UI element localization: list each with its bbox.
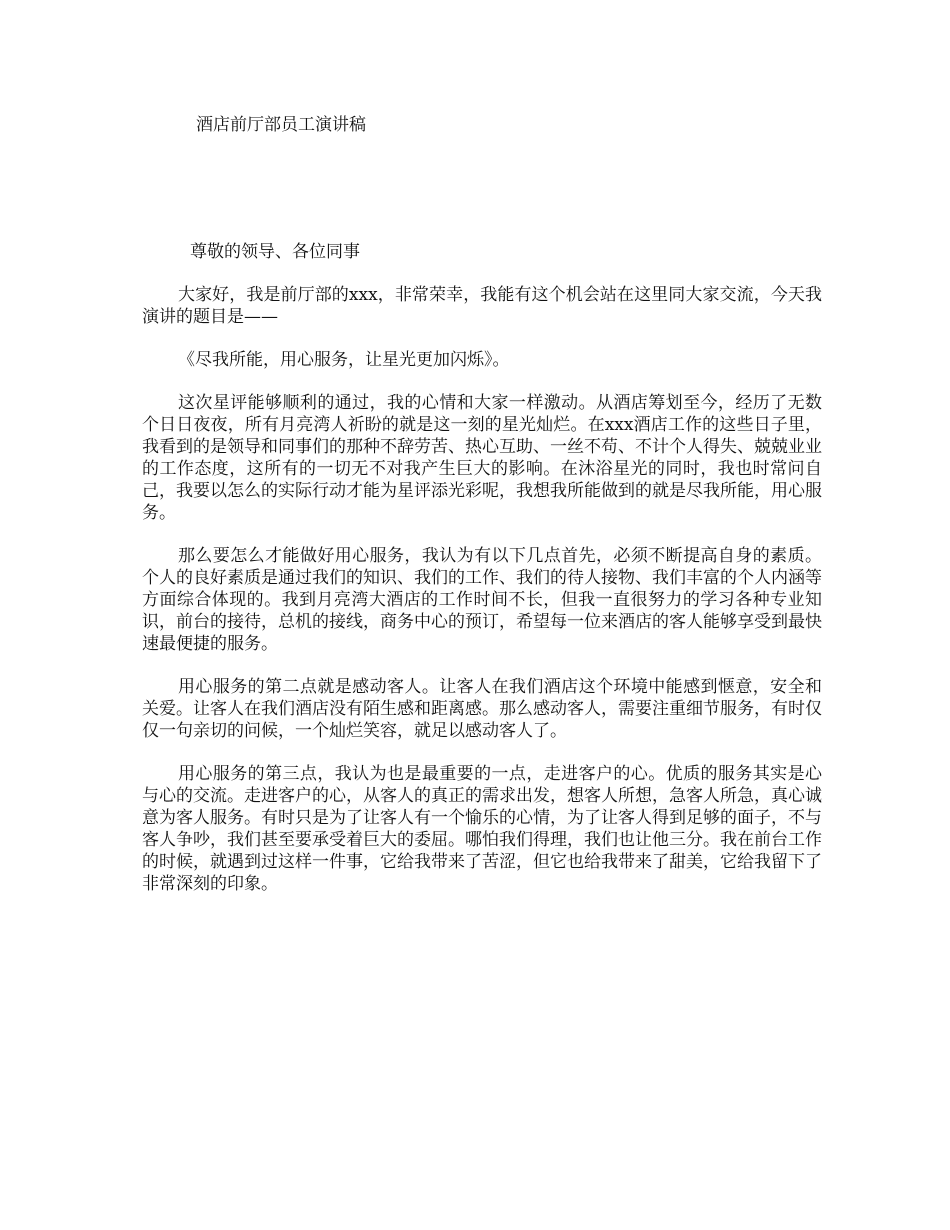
paragraph-point-one: 那么要怎么才能做好用心服务，我认为有以下几点首先，必须不断提高自身的素质。个人的良好素质是通过我们的知识、我们的工作、我们的待人接物、我们丰富的个人内涵等方面综合体现的。我到月亮湾大酒店的工作时间不长，但我一直很努力的学习各种专业知识，前台的接待，总机的接线，商务中心的预订，希望每一位来酒店的客人能够享受到最快速最便捷的服务。 <box>142 546 822 654</box>
paragraph-speech-title: 《尽我所能，用心服务，让星光更加闪烁》。 <box>178 350 510 370</box>
paragraph-point-three: 用心服务的第三点，我认为也是最重要的一点，走进客户的心。优质的服务其实是心与心的交流。走进客户的心，从客人的真正的需求出发，想客人所想，急客人所急，真心诚意为客人服务。有时只是为了让客人有一个愉乐的心情，为了让客人得到足够的面子，不与客人争吵，我们甚至要承受着巨大的委屈。哪怕我们得理，我们也让他三分。我在前台工作的时候，就遇到过这样一件事，它给我带来了苦涩，但它也给我带来了甜美，它给我留下了非常深刻的印象。 <box>142 764 822 894</box>
paragraph-intro: 大家好，我是前厅部的xxx，非常荣幸，我能有这个机会站在这里同大家交流，今天我演讲的题目是—— <box>142 285 822 327</box>
paragraph-star-rating: 这次星评能够顺利的通过，我的心情和大家一样激动。从酒店筹划至今，经历了无数个日日夜夜，所有月亮湾人祈盼的就是这一刻的星光灿烂。在xxx酒店工作的这些日子里，我看到的是领导和同事们的那种不辞劳苦、热心互助、一丝不苟、不计个人得失、兢兢业业的工作态度，这所有的一切无不对我产生巨大的影响。在沐浴星光的同时，我也时常问自己，我要以怎么的实际行动才能为星评添光彩呢，我想我所能做到的就是尽我所能，用心服务。 <box>142 393 822 523</box>
document-body <box>142 284 822 916</box>
salutation: 尊敬的领导、各位同事 <box>190 242 360 262</box>
paragraph-point-two: 用心服务的第二点就是感动客人。让客人在我们酒店这个环境中能感到惬意，安全和关爱。让客人在我们酒店没有陌生感和距离感。那么感动客人，需要注重细节服务，有时仅仅一句亲切的问候，一个灿烂笑容，就足以感动客人了。 <box>142 677 822 741</box>
document-title: 酒店前厅部员工演讲稿 <box>196 115 366 135</box>
